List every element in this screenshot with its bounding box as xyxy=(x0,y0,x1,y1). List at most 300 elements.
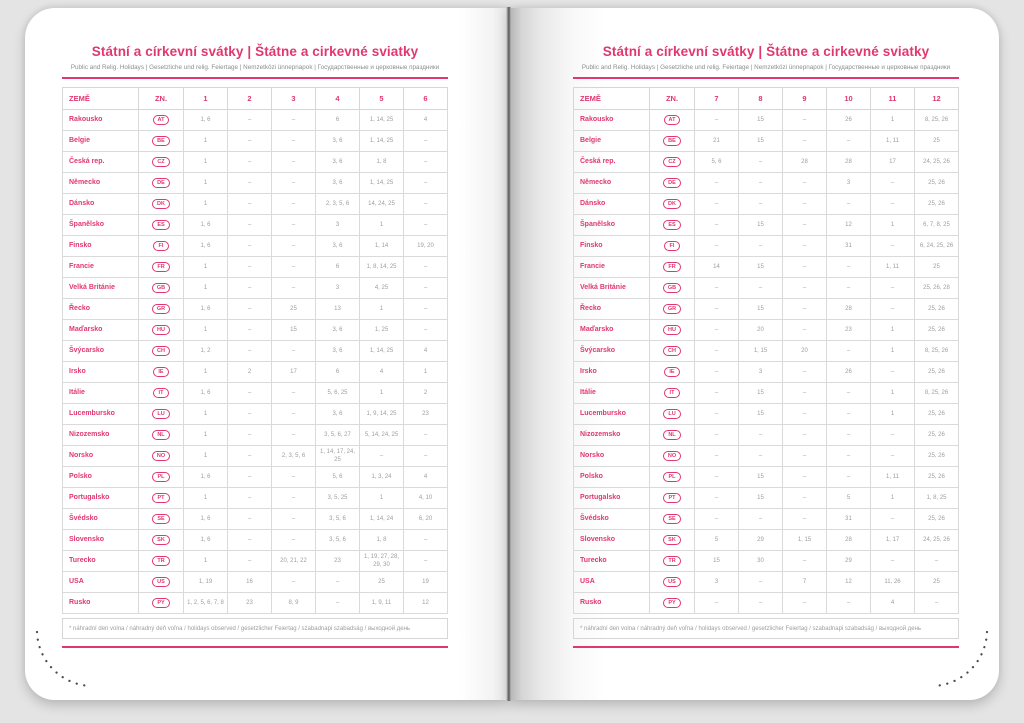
holiday-dates-cell: 1, 15 xyxy=(739,341,783,362)
holiday-dates-cell: 15 xyxy=(739,110,783,131)
country-code-badge: PL xyxy=(663,472,680,482)
holiday-dates-cell: – xyxy=(783,215,827,236)
bottom-rule xyxy=(62,646,448,648)
country-code-badge: GB xyxy=(663,283,681,293)
holiday-dates-cell: 30 xyxy=(739,551,783,572)
holiday-dates-cell: – xyxy=(695,236,739,257)
country-name: Lucembursko xyxy=(574,404,650,425)
holiday-dates-cell: – xyxy=(827,257,871,278)
country-code-cell xyxy=(650,572,695,593)
column-header-month: 5 xyxy=(360,88,404,110)
holiday-dates-cell: – xyxy=(272,341,316,362)
table-row xyxy=(63,572,448,593)
holiday-dates-cell: 11, 26 xyxy=(871,572,915,593)
holiday-dates-cell: – xyxy=(404,131,448,152)
country-code-badge: FR xyxy=(663,262,680,272)
column-header-month: 8 xyxy=(739,88,783,110)
holiday-dates-cell: 21 xyxy=(695,131,739,152)
holiday-dates-cell: – xyxy=(915,551,959,572)
holiday-dates-cell: 15 xyxy=(739,404,783,425)
country-code-badge: IE xyxy=(664,367,680,377)
holiday-dates-cell: – xyxy=(695,509,739,530)
holiday-dates-cell: 1 xyxy=(184,404,228,425)
country-code-badge: PY xyxy=(152,598,169,608)
country-code-badge: GR xyxy=(663,304,681,314)
holiday-dates-cell: 4 xyxy=(360,362,404,383)
holiday-dates-cell: 15 xyxy=(272,320,316,341)
table-row xyxy=(574,446,959,467)
country-code-badge: ES xyxy=(663,220,680,230)
holiday-dates-cell: 3 xyxy=(827,173,871,194)
holiday-dates-cell: 3, 6 xyxy=(316,131,360,152)
holiday-dates-cell: 4, 25 xyxy=(360,278,404,299)
country-name: Francie xyxy=(574,257,650,278)
country-name: Itálie xyxy=(63,383,139,404)
holiday-dates-cell: – xyxy=(695,215,739,236)
holiday-dates-cell: – xyxy=(272,152,316,173)
holiday-dates-cell: 1, 11 xyxy=(871,467,915,488)
holiday-dates-cell: – xyxy=(695,278,739,299)
holiday-dates-cell: – xyxy=(228,383,272,404)
country-code-cell xyxy=(139,509,184,530)
holiday-dates-cell: 25, 26, 28 xyxy=(915,278,959,299)
holiday-dates-cell: 25 xyxy=(915,131,959,152)
holiday-dates-cell: 5 xyxy=(827,488,871,509)
holidays-table-jan-jun xyxy=(62,87,448,614)
holiday-dates-cell: 3, 6 xyxy=(316,152,360,173)
table-row xyxy=(574,572,959,593)
holiday-dates-cell: 1 xyxy=(360,383,404,404)
country-code-cell xyxy=(650,551,695,572)
holiday-dates-cell: 5, 6, 25 xyxy=(316,383,360,404)
holiday-dates-cell: – xyxy=(695,299,739,320)
country-code-badge: PT xyxy=(663,493,680,503)
country-code-badge: GB xyxy=(152,283,170,293)
table-row xyxy=(63,530,448,551)
holiday-dates-cell: – xyxy=(739,572,783,593)
country-code-badge: SK xyxy=(152,535,170,545)
holiday-dates-cell: 23 xyxy=(404,404,448,425)
holiday-dates-cell: 1 xyxy=(871,215,915,236)
holiday-dates-cell: – xyxy=(404,425,448,446)
holiday-dates-cell: 7 xyxy=(783,572,827,593)
holiday-dates-cell: 31 xyxy=(827,509,871,530)
holiday-dates-cell: 26 xyxy=(827,110,871,131)
holiday-dates-cell: – xyxy=(871,362,915,383)
country-code-cell xyxy=(650,446,695,467)
holiday-dates-cell: – xyxy=(695,341,739,362)
holiday-dates-cell: 25, 26 xyxy=(915,446,959,467)
country-code-badge: LU xyxy=(152,409,169,419)
country-code-cell xyxy=(650,467,695,488)
holiday-dates-cell: 20, 21, 22 xyxy=(272,551,316,572)
footnote: * náhradní den volna / náhradný deň voľna / holidays observed / gesetzlicher Feiertag / szabadnapi szabadság / выходной день xyxy=(573,618,959,639)
table-row xyxy=(63,320,448,341)
holiday-dates-cell: 25, 26 xyxy=(915,173,959,194)
country-code-badge: DE xyxy=(152,178,170,188)
country-code-cell xyxy=(650,530,695,551)
table-row xyxy=(63,383,448,404)
holiday-dates-cell: 16 xyxy=(228,572,272,593)
country-code-cell xyxy=(139,572,184,593)
holiday-dates-cell: – xyxy=(695,404,739,425)
bottom-rule xyxy=(573,646,959,648)
holiday-dates-cell: 8, 25, 26 xyxy=(915,383,959,404)
country-code-badge: US xyxy=(663,577,681,587)
holiday-dates-cell: 6, 24, 25, 26 xyxy=(915,236,959,257)
holiday-dates-cell: – xyxy=(783,551,827,572)
table-row xyxy=(574,236,959,257)
holiday-dates-cell: – xyxy=(228,446,272,467)
holiday-dates-cell: – xyxy=(871,194,915,215)
holiday-dates-cell: – xyxy=(404,551,448,572)
right-page xyxy=(510,8,999,700)
holiday-dates-cell: – xyxy=(783,593,827,614)
country-name: Polsko xyxy=(63,467,139,488)
holiday-dates-cell: 15 xyxy=(739,215,783,236)
holiday-dates-cell: – xyxy=(783,173,827,194)
country-code-cell xyxy=(650,173,695,194)
holiday-dates-cell: 4 xyxy=(404,110,448,131)
holiday-dates-cell: – xyxy=(783,320,827,341)
table-row xyxy=(63,131,448,152)
country-code-cell xyxy=(650,110,695,131)
country-name: USA xyxy=(574,572,650,593)
holiday-dates-cell: 1, 9, 11 xyxy=(360,593,404,614)
holiday-dates-cell: 1, 19, 27, 28, 29, 30 xyxy=(360,551,404,572)
country-code-cell xyxy=(139,383,184,404)
holiday-dates-cell: – xyxy=(272,467,316,488)
holiday-dates-cell: – xyxy=(871,278,915,299)
holiday-dates-cell: – xyxy=(404,446,448,467)
column-header-country: ZEMĚ xyxy=(574,88,650,110)
table-row xyxy=(63,278,448,299)
column-header-month: 1 xyxy=(184,88,228,110)
holiday-dates-cell: 20 xyxy=(783,341,827,362)
holiday-dates-cell: 17 xyxy=(272,362,316,383)
holiday-dates-cell: – xyxy=(739,425,783,446)
country-name: Portugalsko xyxy=(63,488,139,509)
holiday-dates-cell: 2 xyxy=(404,383,448,404)
table-row xyxy=(63,404,448,425)
country-code-cell xyxy=(139,551,184,572)
country-name: Lucembursko xyxy=(63,404,139,425)
holiday-dates-cell: 15 xyxy=(739,488,783,509)
holiday-dates-cell: 1 xyxy=(184,152,228,173)
table-row xyxy=(63,593,448,614)
holiday-dates-cell: 29 xyxy=(827,551,871,572)
country-code-badge: ES xyxy=(152,220,169,230)
holiday-dates-cell: – xyxy=(272,530,316,551)
holiday-dates-cell: – xyxy=(272,488,316,509)
holiday-dates-cell: – xyxy=(228,194,272,215)
holiday-dates-cell: – xyxy=(272,404,316,425)
holiday-dates-cell: 4 xyxy=(404,341,448,362)
country-code-badge: AT xyxy=(153,115,170,125)
holiday-dates-cell: 3, 6 xyxy=(316,320,360,341)
country-code-badge: BE xyxy=(663,136,681,146)
holiday-dates-cell: – xyxy=(228,509,272,530)
country-name: Česká rep. xyxy=(63,152,139,173)
table-row xyxy=(63,341,448,362)
country-code-badge: CH xyxy=(663,346,681,356)
page-title: Státní a církevní svátky | Štátne a cirkevné sviatky xyxy=(602,44,930,59)
country-code-badge: IT xyxy=(664,388,680,398)
holiday-dates-cell: – xyxy=(915,593,959,614)
holiday-dates-cell: 25, 26 xyxy=(915,362,959,383)
holiday-dates-cell: 23 xyxy=(228,593,272,614)
holiday-dates-cell: 6 xyxy=(316,362,360,383)
country-code-badge: TR xyxy=(663,556,680,566)
table-row xyxy=(63,362,448,383)
holiday-dates-cell: – xyxy=(871,551,915,572)
holiday-dates-cell: 19 xyxy=(404,572,448,593)
holiday-dates-cell: 1 xyxy=(184,425,228,446)
holiday-dates-cell: 1, 2 xyxy=(184,341,228,362)
country-name: Norsko xyxy=(63,446,139,467)
holiday-dates-cell: – xyxy=(783,131,827,152)
country-name: Itálie xyxy=(574,383,650,404)
country-code-cell xyxy=(650,404,695,425)
country-code-badge: PT xyxy=(152,493,169,503)
holiday-dates-cell: 1 xyxy=(184,551,228,572)
holiday-dates-cell: – xyxy=(871,236,915,257)
holiday-dates-cell: – xyxy=(783,194,827,215)
holiday-dates-cell: 5, 6 xyxy=(316,467,360,488)
holidays-table-jul-dec xyxy=(573,87,959,614)
country-code-badge: HU xyxy=(152,325,170,335)
country-code-badge: PY xyxy=(663,598,680,608)
country-code-badge: GR xyxy=(152,304,170,314)
table-header-row xyxy=(574,88,959,110)
country-name: Rakousko xyxy=(63,110,139,131)
holiday-dates-cell: 4 xyxy=(404,467,448,488)
holiday-dates-cell: 1 xyxy=(184,257,228,278)
holiday-dates-cell: – xyxy=(871,299,915,320)
holiday-dates-cell: – xyxy=(272,236,316,257)
holiday-dates-cell: 1, 8, 25 xyxy=(915,488,959,509)
holiday-dates-cell: 1, 8, 14, 25 xyxy=(360,257,404,278)
page-title: Státní a církevní svátky | Štátne a cirkevné sviatky xyxy=(91,44,419,59)
holiday-dates-cell: – xyxy=(404,152,448,173)
country-code-cell xyxy=(650,509,695,530)
holiday-dates-cell: 1, 14, 25 xyxy=(360,110,404,131)
holiday-dates-cell: 1 xyxy=(360,215,404,236)
table-row xyxy=(574,488,959,509)
holiday-dates-cell: – xyxy=(272,215,316,236)
country-name: Dánsko xyxy=(63,194,139,215)
holiday-dates-cell: 1 xyxy=(360,488,404,509)
holiday-dates-cell: 25 xyxy=(360,572,404,593)
holiday-dates-cell: 6 xyxy=(316,257,360,278)
holiday-dates-cell: 4 xyxy=(871,593,915,614)
country-name: Rusko xyxy=(574,593,650,614)
holiday-dates-cell: – xyxy=(272,257,316,278)
table-row xyxy=(574,341,959,362)
country-code-cell xyxy=(139,362,184,383)
holiday-dates-cell: 15 xyxy=(695,551,739,572)
holiday-dates-cell: – xyxy=(739,173,783,194)
holiday-dates-cell: 1, 11 xyxy=(871,257,915,278)
holiday-dates-cell: 31 xyxy=(827,236,871,257)
holiday-dates-cell: – xyxy=(272,425,316,446)
left-page xyxy=(25,8,508,700)
country-code-badge: HU xyxy=(663,325,681,335)
table-row xyxy=(574,593,959,614)
country-name: Maďarsko xyxy=(63,320,139,341)
country-code-badge: BE xyxy=(152,136,170,146)
holiday-dates-cell: 1 xyxy=(871,320,915,341)
holiday-dates-cell: – xyxy=(695,467,739,488)
holiday-dates-cell: 19, 20 xyxy=(404,236,448,257)
holiday-dates-cell: – xyxy=(228,341,272,362)
country-name: USA xyxy=(63,572,139,593)
table-row xyxy=(63,446,448,467)
country-name: Velká Británie xyxy=(63,278,139,299)
country-code-badge: FI xyxy=(153,241,169,251)
table-row xyxy=(574,131,959,152)
holiday-dates-cell: – xyxy=(404,215,448,236)
holiday-dates-cell: 1, 14, 24 xyxy=(360,509,404,530)
holiday-dates-cell: – xyxy=(272,110,316,131)
country-name: Maďarsko xyxy=(574,320,650,341)
holiday-dates-cell: 1, 6 xyxy=(184,467,228,488)
holiday-dates-cell: – xyxy=(783,446,827,467)
holiday-dates-cell: 1, 14, 25 xyxy=(360,131,404,152)
holiday-dates-cell: – xyxy=(272,131,316,152)
holiday-dates-cell: – xyxy=(739,236,783,257)
holiday-dates-cell: – xyxy=(360,446,404,467)
country-name: Turecko xyxy=(574,551,650,572)
holiday-dates-cell: – xyxy=(404,194,448,215)
holiday-dates-cell: 8, 25, 26 xyxy=(915,110,959,131)
holiday-dates-cell: 23 xyxy=(316,551,360,572)
holiday-dates-cell: 1 xyxy=(184,173,228,194)
table-row xyxy=(574,299,959,320)
table-row xyxy=(574,215,959,236)
country-code-badge: DK xyxy=(152,199,170,209)
holiday-dates-cell: 25, 26 xyxy=(915,467,959,488)
holiday-dates-cell: – xyxy=(827,194,871,215)
table-row xyxy=(574,194,959,215)
country-name: Švýcarsko xyxy=(63,341,139,362)
holiday-dates-cell: 25 xyxy=(915,572,959,593)
holiday-dates-cell: 15 xyxy=(739,299,783,320)
country-code-badge: FI xyxy=(664,241,680,251)
holiday-dates-cell: 1, 6 xyxy=(184,509,228,530)
table-row xyxy=(63,509,448,530)
holiday-dates-cell: 3, 5, 6, 27 xyxy=(316,425,360,446)
holiday-dates-cell: 1 xyxy=(360,299,404,320)
holiday-dates-cell: – xyxy=(228,131,272,152)
holiday-dates-cell: 1, 14 xyxy=(360,236,404,257)
table-row xyxy=(574,362,959,383)
holiday-dates-cell: 3 xyxy=(695,572,739,593)
holiday-dates-cell: 8, 25, 26 xyxy=(915,341,959,362)
table-row xyxy=(574,467,959,488)
country-name: Německo xyxy=(574,173,650,194)
holiday-dates-cell: – xyxy=(228,173,272,194)
corner-stitching xyxy=(929,630,991,692)
table-row xyxy=(63,551,448,572)
holiday-dates-cell: – xyxy=(827,341,871,362)
holiday-dates-cell: – xyxy=(827,446,871,467)
holiday-dates-cell: – xyxy=(871,425,915,446)
country-code-badge: FR xyxy=(152,262,169,272)
column-header-month: 6 xyxy=(404,88,448,110)
holiday-dates-cell: – xyxy=(228,467,272,488)
holiday-dates-cell: 3, 5, 6 xyxy=(316,530,360,551)
holiday-dates-cell: – xyxy=(695,110,739,131)
country-code-cell xyxy=(650,257,695,278)
holiday-dates-cell: 25, 26 xyxy=(915,299,959,320)
country-code-badge: NO xyxy=(152,451,170,461)
holiday-dates-cell: – xyxy=(739,446,783,467)
page-subtitle: Public and Relig. Holidays | Gesetzliche und relig. Feiertage | Nemzetközi ünnepnapok | Государственные и церковные праздники xyxy=(70,64,440,71)
table-row xyxy=(574,257,959,278)
holiday-dates-cell: 1, 6 xyxy=(184,236,228,257)
holiday-dates-cell: 26 xyxy=(827,362,871,383)
footnote: * náhradní den volna / náhradný deň voľna / holidays observed / gesetzlicher Feiertag / szabadnapi szabadság / выходной день xyxy=(62,618,448,639)
country-code-cell xyxy=(139,425,184,446)
country-name: Irsko xyxy=(574,362,650,383)
country-name: Nizozemsko xyxy=(574,425,650,446)
holiday-dates-cell: 3, 6 xyxy=(316,236,360,257)
holiday-dates-cell: 1, 11 xyxy=(871,131,915,152)
holiday-dates-cell: 5 xyxy=(695,530,739,551)
country-code-cell xyxy=(139,194,184,215)
holiday-dates-cell: 1 xyxy=(871,110,915,131)
country-code-cell xyxy=(650,593,695,614)
holiday-dates-cell: 3, 6 xyxy=(316,404,360,425)
country-code-badge: SE xyxy=(663,514,680,524)
country-code-badge: CH xyxy=(152,346,170,356)
holiday-dates-cell: – xyxy=(827,425,871,446)
column-header-code: ZN. xyxy=(650,88,695,110)
holiday-dates-cell: 1, 17 xyxy=(871,530,915,551)
holiday-dates-cell: – xyxy=(272,194,316,215)
column-header-country: ZEMĚ xyxy=(63,88,139,110)
holiday-dates-cell: 24, 25, 26 xyxy=(915,152,959,173)
holiday-dates-cell: 1, 6 xyxy=(184,110,228,131)
holiday-dates-cell: – xyxy=(228,425,272,446)
country-code-badge: SK xyxy=(663,535,681,545)
table-row xyxy=(574,425,959,446)
country-name: Nizozemsko xyxy=(63,425,139,446)
country-code-badge: CZ xyxy=(663,157,680,167)
holiday-dates-cell: – xyxy=(827,593,871,614)
page-subtitle: Public and Relig. Holidays | Gesetzliche und relig. Feiertage | Nemzetközi ünnepnapok | Государственные и церковные праздники xyxy=(581,64,951,71)
holiday-dates-cell: 1, 6 xyxy=(184,299,228,320)
country-code-badge: SE xyxy=(152,514,169,524)
table-row xyxy=(63,173,448,194)
country-name: Finsko xyxy=(63,236,139,257)
holiday-dates-cell: 15 xyxy=(739,383,783,404)
holiday-dates-cell: – xyxy=(783,110,827,131)
holiday-dates-cell: – xyxy=(228,530,272,551)
holiday-dates-cell: 1 xyxy=(184,194,228,215)
column-header-month: 10 xyxy=(827,88,871,110)
holiday-dates-cell: – xyxy=(783,404,827,425)
holiday-dates-cell: 6, 20 xyxy=(404,509,448,530)
holiday-dates-cell: – xyxy=(827,278,871,299)
holiday-dates-cell: – xyxy=(695,173,739,194)
column-header-month: 2 xyxy=(228,88,272,110)
country-code-badge: NL xyxy=(152,430,169,440)
country-code-cell xyxy=(650,320,695,341)
country-code-cell xyxy=(650,152,695,173)
holiday-dates-cell: 3, 5, 6 xyxy=(316,509,360,530)
